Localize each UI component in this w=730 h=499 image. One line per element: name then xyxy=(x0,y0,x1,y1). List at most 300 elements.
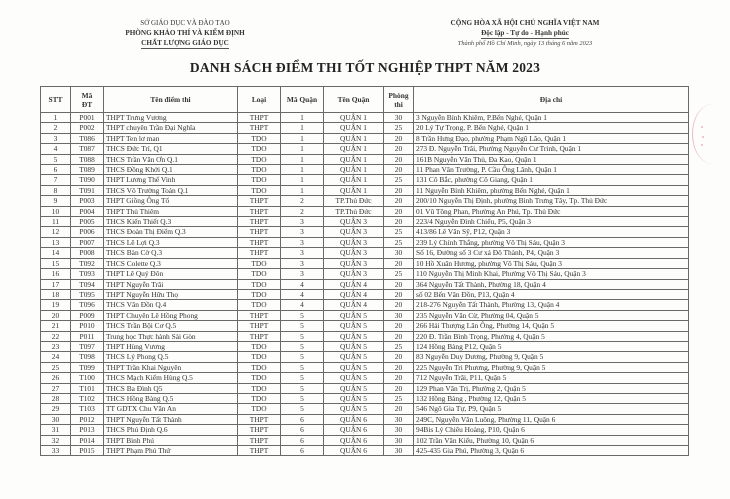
cell-phong-thi: 20 xyxy=(384,331,414,341)
cell-ten-diem-thi: THCS Đức Trí, Q1 xyxy=(104,144,238,154)
cell-stt: 11 xyxy=(41,217,71,227)
cell-loai: TDO xyxy=(238,362,281,372)
cell-ten-quan: QUẬN 5 xyxy=(324,383,384,393)
cell-ten-diem-thi: THPT Hùng Vương xyxy=(104,341,238,351)
cell-ten-quan: QUẬN 5 xyxy=(324,352,384,362)
table-row xyxy=(41,165,689,175)
cell-ten-quan: QUẬN 4 xyxy=(324,279,384,289)
cell-stt: 16 xyxy=(41,269,71,279)
cell-loai: THPT xyxy=(238,414,281,424)
cell-ma-quan: 5 xyxy=(281,393,324,403)
cell-loai: THPT xyxy=(238,227,281,237)
cell-ma-dt: T090 xyxy=(71,175,104,185)
cell-ma-dt: P008 xyxy=(71,248,104,258)
cell-stt: 33 xyxy=(41,446,71,456)
cell-ten-diem-thi: THPT Bình Phú xyxy=(104,435,238,445)
cell-loai: TDO xyxy=(238,144,281,154)
cell-ma-dt: T093 xyxy=(71,269,104,279)
cell-ten-diem-thi: THPT Thủ Thiêm xyxy=(104,206,238,216)
cell-stt: 22 xyxy=(41,331,71,341)
cell-ma-dt: P002 xyxy=(71,123,104,133)
cell-ten-diem-thi: THCS Lê Lợi Q.3 xyxy=(104,237,238,247)
cell-stt: 4 xyxy=(41,144,71,154)
cell-phong-thi: 30 xyxy=(384,310,414,320)
cell-ten-quan: QUẬN 6 xyxy=(324,414,384,424)
table-row xyxy=(41,373,689,383)
cell-stt: 7 xyxy=(41,175,71,185)
exam-sites-table xyxy=(40,86,689,456)
cell-ma-dt: P001 xyxy=(71,113,104,123)
cell-phong-thi: 20 xyxy=(384,154,414,164)
cell-ma-dt: T091 xyxy=(71,185,104,195)
cell-stt: 30 xyxy=(41,414,71,424)
table-row xyxy=(41,414,689,424)
cell-loai: THPT xyxy=(238,310,281,320)
cell-ten-diem-thi: THCS Vân Đồn Q.4 xyxy=(104,300,238,310)
cell-dia-chi: 235 Nguyễn Văn Cừ, Phường 04, Quận 5 xyxy=(414,310,689,320)
cell-dia-chi: 239 Lý Chính Thắng, phường Võ Thị Sáu, Quận 3 xyxy=(414,237,689,247)
cell-ten-diem-thi: THCS Võ Trường Toản Q.1 xyxy=(104,185,238,195)
cell-loai: THPT xyxy=(238,435,281,445)
cell-phong-thi: 30 xyxy=(384,113,414,123)
cell-stt: 3 xyxy=(41,133,71,143)
cell-dia-chi: 110 Nguyễn Thị Minh Khai, Phường Võ Thị Sáu, Quận 3 xyxy=(414,269,689,279)
cell-ten-diem-thi: Trung học Thực hành Sài Gòn xyxy=(104,331,238,341)
cell-phong-thi: 20 xyxy=(384,289,414,299)
cell-ma-dt: T100 xyxy=(71,373,104,383)
cell-stt: 23 xyxy=(41,341,71,351)
cell-ten-diem-thi: THCS Ba Đình Q5 xyxy=(104,383,238,393)
cell-stt: 19 xyxy=(41,300,71,310)
cell-dia-chi: 364 Nguyễn Tất Thành, Phường 18, Quận 4 xyxy=(414,279,689,289)
header-phong-thi-line1: Phòng xyxy=(388,90,409,100)
cell-ten-diem-thi: THPT Ten lơ man xyxy=(104,133,238,143)
cell-ma-quan: 3 xyxy=(281,217,324,227)
cell-loai: TDO xyxy=(238,175,281,185)
table-header-row xyxy=(41,87,689,113)
cell-ten-quan: QUẬN 6 xyxy=(324,435,384,445)
cell-phong-thi: 20 xyxy=(384,362,414,372)
cell-ten-quan: QUẬN 6 xyxy=(324,425,384,435)
cell-ma-quan: 5 xyxy=(281,341,324,351)
cell-ma-dt: T087 xyxy=(71,144,104,154)
cell-stt: 32 xyxy=(41,435,71,445)
cell-ten-quan: QUẬN 5 xyxy=(324,321,384,331)
cell-dia-chi: 161B Nguyễn Văn Thủ, Đa Kao, Quận 1 xyxy=(414,154,689,164)
table-row xyxy=(41,393,689,403)
department-name: SỞ GIÁO DỤC VÀ ĐÀO TẠO xyxy=(140,19,230,27)
cell-dia-chi: 132 Hồng Bàng , Phường 12, Quận 5 xyxy=(414,393,689,403)
table-row xyxy=(41,175,689,185)
cell-ma-dt: P012 xyxy=(71,414,104,424)
cell-ten-quan: QUẬN 4 xyxy=(324,300,384,310)
cell-ten-diem-thi: THCS Trần Văn Ơn Q.1 xyxy=(104,154,238,164)
cell-ma-dt: P015 xyxy=(71,446,104,456)
cell-loai: TDO xyxy=(238,279,281,289)
cell-ten-quan: QUẬN 5 xyxy=(324,373,384,383)
cell-ten-quan: QUẬN 1 xyxy=(324,154,384,164)
cell-dia-chi: 249C, Nguyễn Văn Luông, Phường 11, Quận 6 xyxy=(414,414,689,424)
cell-loai: TDO xyxy=(238,341,281,351)
cell-ma-quan: 1 xyxy=(281,154,324,164)
cell-ma-dt: P009 xyxy=(71,310,104,320)
stamp-mark xyxy=(701,144,703,146)
cell-ma-dt: P004 xyxy=(71,206,104,216)
cell-ten-quan: QUẬN 5 xyxy=(324,404,384,414)
cell-stt: 24 xyxy=(41,352,71,362)
cell-ten-diem-thi: THCS Mạch Kiếm Hùng Q.5 xyxy=(104,373,238,383)
cell-ten-quan: QUẬN 1 xyxy=(324,144,384,154)
cell-ma-quan: 5 xyxy=(281,331,324,341)
cell-ma-dt: T092 xyxy=(71,258,104,268)
cell-phong-thi: 20 xyxy=(384,165,414,175)
cell-ma-dt: T101 xyxy=(71,383,104,393)
header-phong-thi xyxy=(384,87,414,113)
cell-ma-quan: 5 xyxy=(281,321,324,331)
cell-ten-quan: TP.Thủ Đức xyxy=(324,206,384,216)
cell-dia-chi: 131 Cô Bắc, phường Cô Giang, Quận 1 xyxy=(414,175,689,185)
cell-ma-quan: 6 xyxy=(281,446,324,456)
cell-loai: THPT xyxy=(238,113,281,123)
cell-dia-chi: 8 Trần Hưng Đạo, phường Phạm Ngũ Lão, Quận 1 xyxy=(414,133,689,143)
cell-loai: TDO xyxy=(238,289,281,299)
cell-ten-quan: QUẬN 1 xyxy=(324,113,384,123)
cell-loai: TDO xyxy=(238,352,281,362)
cell-stt: 5 xyxy=(41,154,71,164)
cell-ma-dt: T097 xyxy=(71,341,104,351)
cell-ma-dt: P014 xyxy=(71,435,104,445)
cell-ten-diem-thi: TT GDTX Chu Văn An xyxy=(104,404,238,414)
cell-phong-thi: 30 xyxy=(384,414,414,424)
cell-ten-diem-thi: THPT Trưng Vương xyxy=(104,113,238,123)
cell-ma-dt: T086 xyxy=(71,133,104,143)
cell-ma-dt: T089 xyxy=(71,165,104,175)
cell-stt: 8 xyxy=(41,185,71,195)
cell-phong-thi: 20 xyxy=(384,352,414,362)
cell-dia-chi: 3 Nguyễn Bỉnh Khiêm, P.Bến Nghé, Quận 1 xyxy=(414,113,689,123)
cell-loai: THPT xyxy=(238,123,281,133)
table-row xyxy=(41,196,689,206)
cell-dia-chi: 425-435 Gia Phú, Phường 3, Quận 6 xyxy=(414,446,689,456)
national-header xyxy=(405,18,645,49)
cell-phong-thi: 20 xyxy=(384,206,414,216)
header-stt: STT xyxy=(41,87,71,113)
table-row xyxy=(41,383,689,393)
cell-ten-diem-thi: THPT Trần Khai Nguyên xyxy=(104,362,238,372)
cell-loai: THPT xyxy=(238,206,281,216)
cell-ten-diem-thi: THPT Nguyễn Trãi xyxy=(104,279,238,289)
table-row xyxy=(41,404,689,414)
cell-loai: THPT xyxy=(238,248,281,258)
red-stamp-fragment xyxy=(692,104,730,164)
cell-stt: 9 xyxy=(41,196,71,206)
cell-ma-quan: 5 xyxy=(281,383,324,393)
cell-ten-quan: QUẬN 4 xyxy=(324,289,384,299)
cell-loai: THPT xyxy=(238,237,281,247)
cell-phong-thi: 25 xyxy=(384,237,414,247)
cell-ten-diem-thi: THPT Lê Quý Đôn xyxy=(104,269,238,279)
cell-stt: 17 xyxy=(41,279,71,289)
cell-ma-quan: 3 xyxy=(281,248,324,258)
header-ten-diem-thi: Tên điểm thi xyxy=(104,87,238,113)
cell-dia-chi: 11 Phan Văn Trường, P. Cầu Ông Lãnh, Quận 1 xyxy=(414,165,689,175)
national-motto: Độc lập - Tự do - Hạnh phúc xyxy=(481,29,569,37)
cell-phong-thi: 20 xyxy=(384,144,414,154)
table-row xyxy=(41,144,689,154)
cell-phong-thi: 25 xyxy=(384,227,414,237)
cell-ma-quan: 5 xyxy=(281,362,324,372)
cell-dia-chi: 200/10 Nguyễn Thị Định, phường Bình Trưng Tây, Tp. Thủ Đức xyxy=(414,196,689,206)
header-ma-dt-line2: ĐT xyxy=(81,99,93,109)
cell-ma-quan: 3 xyxy=(281,258,324,268)
cell-phong-thi: 20 xyxy=(384,383,414,393)
cell-ma-dt: T095 xyxy=(71,289,104,299)
cell-loai: TDO xyxy=(238,404,281,414)
cell-phong-thi: 20 xyxy=(384,321,414,331)
cell-ma-dt: T103 xyxy=(71,404,104,414)
header-loai: Loại xyxy=(238,87,281,113)
cell-stt: 6 xyxy=(41,165,71,175)
cell-ma-quan: 2 xyxy=(281,196,324,206)
cell-stt: 29 xyxy=(41,404,71,414)
cell-ten-quan: QUẬN 3 xyxy=(324,248,384,258)
cell-stt: 28 xyxy=(41,393,71,403)
cell-dia-chi: 218-276 Nguyễn Tất Thành, Phường 13, Quận 4 xyxy=(414,300,689,310)
table-row xyxy=(41,289,689,299)
cell-ten-diem-thi: THPT Chuyên Lê Hồng Phong xyxy=(104,310,238,320)
cell-ten-quan: QUẬN 1 xyxy=(324,133,384,143)
office-name-cont: CHẤT LƯỢNG GIÁO DỤC xyxy=(141,39,229,47)
cell-stt: 15 xyxy=(41,258,71,268)
cell-ten-diem-thi: THPT Nguyễn Hữu Thọ xyxy=(104,289,238,299)
table-row xyxy=(41,425,689,435)
cell-loai: TDO xyxy=(238,383,281,393)
table-row xyxy=(41,258,689,268)
cell-ma-quan: 6 xyxy=(281,414,324,424)
cell-ma-dt: P006 xyxy=(71,227,104,237)
cell-ten-quan: QUẬN 1 xyxy=(324,123,384,133)
cell-ma-dt: T094 xyxy=(71,279,104,289)
cell-loai: THPT xyxy=(238,217,281,227)
cell-ma-dt: P011 xyxy=(71,331,104,341)
cell-ten-quan: QUẬN 5 xyxy=(324,393,384,403)
cell-stt: 26 xyxy=(41,373,71,383)
issue-date: Thành phố Hồ Chí Minh, ngày 13 tháng 6 năm 2023 xyxy=(457,40,593,47)
table-row xyxy=(41,123,689,133)
table-body xyxy=(41,113,689,456)
cell-ma-dt: T096 xyxy=(71,300,104,310)
cell-phong-thi: 20 xyxy=(384,133,414,143)
cell-ma-quan: 3 xyxy=(281,227,324,237)
cell-stt: 13 xyxy=(41,237,71,247)
header-dia-chi: Địa chỉ xyxy=(414,87,689,113)
cell-ma-quan: 5 xyxy=(281,352,324,362)
cell-ten-quan: QUẬN 3 xyxy=(324,217,384,227)
table-row xyxy=(41,206,689,216)
cell-dia-chi: 94Bis Lý Chiêu Hoàng, P10, Quận 6 xyxy=(414,425,689,435)
cell-dia-chi: số 02 Bến Vân Đồn, P13, Quận 4 xyxy=(414,289,689,299)
cell-loai: THPT xyxy=(238,331,281,341)
cell-ma-quan: 3 xyxy=(281,269,324,279)
cell-phong-thi: 25 xyxy=(384,341,414,351)
cell-phong-thi: 20 xyxy=(384,300,414,310)
cell-ma-dt: P003 xyxy=(71,196,104,206)
cell-ten-quan: QUẬN 3 xyxy=(324,269,384,279)
cell-ten-diem-thi: THPT Phạm Phú Thứ xyxy=(104,446,238,456)
cell-phong-thi: 20 xyxy=(384,373,414,383)
cell-loai: TDO xyxy=(238,165,281,175)
cell-loai: TDO xyxy=(238,373,281,383)
table-row xyxy=(41,331,689,341)
cell-ten-diem-thi: THCS Kiến Thiết Q.3 xyxy=(104,217,238,227)
cell-loai: TDO xyxy=(238,269,281,279)
cell-ma-dt: T088 xyxy=(71,154,104,164)
table-row xyxy=(41,217,689,227)
cell-dia-chi: 220 Đ. Trần Bình Trọng, Phường 4, Quận 5 xyxy=(414,331,689,341)
cell-dia-chi: 223/4 Nguyễn Đình Chiểu, P5, Quận 3 xyxy=(414,217,689,227)
table-row xyxy=(41,310,689,320)
cell-loai: THPT xyxy=(238,425,281,435)
cell-ten-quan: QUẬN 1 xyxy=(324,185,384,195)
cell-ma-quan: 4 xyxy=(281,300,324,310)
cell-phong-thi: 30 xyxy=(384,425,414,435)
issuer-header xyxy=(95,18,275,49)
cell-ma-quan: 1 xyxy=(281,165,324,175)
cell-dia-chi: 273 Đ. Nguyễn Trãi, Phường Nguyễn Cư Trinh, Quận 1 xyxy=(414,144,689,154)
cell-dia-chi: 11 Nguyễn Bỉnh Khiêm, phường Bến Nghé, Quận 1 xyxy=(414,185,689,195)
table-row xyxy=(41,435,689,445)
header-ten-quan: Tên Quận xyxy=(324,87,384,113)
cell-ten-diem-thi: THCS Phú Định Q.6 xyxy=(104,425,238,435)
stamp-mark xyxy=(701,126,703,128)
cell-ma-quan: 5 xyxy=(281,310,324,320)
cell-ten-diem-thi: THCS Bàn Cờ Q.3 xyxy=(104,248,238,258)
cell-ma-quan: 6 xyxy=(281,435,324,445)
cell-phong-thi: 20 xyxy=(384,217,414,227)
cell-ma-quan: 3 xyxy=(281,237,324,247)
table-row xyxy=(41,352,689,362)
cell-phong-thi: 20 xyxy=(384,185,414,195)
cell-ten-quan: QUẬN 3 xyxy=(324,227,384,237)
cell-loai: TDO xyxy=(238,154,281,164)
cell-loai: TDO xyxy=(238,393,281,403)
cell-loai: TDO xyxy=(238,185,281,195)
cell-ten-diem-thi: THCS Đồng Khởi Q.1 xyxy=(104,165,238,175)
cell-stt: 1 xyxy=(41,113,71,123)
cell-stt: 31 xyxy=(41,425,71,435)
cell-ten-diem-thi: THPT Nguyễn Tất Thành xyxy=(104,414,238,424)
office-name: PHÒNG KHẢO THÍ VÀ KIỂM ĐỊNH xyxy=(125,29,245,37)
cell-dia-chi: 129 Phan Văn Trị, Phường 2, Quận 5 xyxy=(414,383,689,393)
table-row xyxy=(41,279,689,289)
cell-ma-quan: 1 xyxy=(281,175,324,185)
cell-phong-thi: 20 xyxy=(384,258,414,268)
table-row xyxy=(41,227,689,237)
cell-loai: TDO xyxy=(238,300,281,310)
header-ma-dt-line1: Mã xyxy=(81,90,93,100)
cell-phong-thi: 25 xyxy=(384,393,414,403)
cell-ma-dt: T102 xyxy=(71,393,104,403)
cell-loai: TDO xyxy=(238,258,281,268)
cell-ten-diem-thi: THCS Hồng Bàng Q.5 xyxy=(104,393,238,403)
cell-ten-quan: QUẬN 5 xyxy=(324,331,384,341)
cell-ten-quan: QUẬN 5 xyxy=(324,310,384,320)
cell-dia-chi: 712 Nguyễn Trãi, P11, Quận 5 xyxy=(414,373,689,383)
cell-dia-chi: 102 Trần Văn Kiểu, Phường 10, Quận 6 xyxy=(414,435,689,445)
cell-ma-quan: 1 xyxy=(281,123,324,133)
cell-loai: TDO xyxy=(238,133,281,143)
cell-dia-chi: 124 Hồng Bàng P12, Quận 5 xyxy=(414,341,689,351)
cell-dia-chi: 10 Hồ Xuân Hương, phường Võ Thị Sáu, Quận 3 xyxy=(414,258,689,268)
cell-stt: 27 xyxy=(41,383,71,393)
header-phong-thi-line2: thi xyxy=(394,99,403,109)
cell-phong-thi: 25 xyxy=(384,175,414,185)
table-row xyxy=(41,248,689,258)
cell-phong-thi: 30 xyxy=(384,446,414,456)
cell-ten-quan: QUẬN 6 xyxy=(324,446,384,456)
cell-ma-dt: P007 xyxy=(71,237,104,247)
table-row xyxy=(41,154,689,164)
table-row xyxy=(41,185,689,195)
cell-stt: 14 xyxy=(41,248,71,258)
cell-ten-diem-thi: THCS Đoàn Thị Điểm Q.3 xyxy=(104,227,238,237)
cell-ma-quan: 1 xyxy=(281,144,324,154)
cell-ma-dt: P005 xyxy=(71,217,104,227)
cell-stt: 25 xyxy=(41,362,71,372)
cell-phong-thi: 25 xyxy=(384,269,414,279)
cell-ma-quan: 6 xyxy=(281,425,324,435)
cell-ten-diem-thi: THCS Colette Q.3 xyxy=(104,258,238,268)
cell-ten-quan: QUẬN 1 xyxy=(324,175,384,185)
cell-stt: 20 xyxy=(41,310,71,320)
cell-dia-chi: 20 Lý Tự Trọng, P. Bến Nghé, Quận 1 xyxy=(414,123,689,133)
table-row xyxy=(41,362,689,372)
cell-ma-quan: 1 xyxy=(281,113,324,123)
header-ma-dt xyxy=(71,87,104,113)
cell-ten-quan: QUẬN 5 xyxy=(324,362,384,372)
cell-ma-dt: P010 xyxy=(71,321,104,331)
cell-phong-thi: 30 xyxy=(384,248,414,258)
cell-ma-quan: 4 xyxy=(281,279,324,289)
header-ma-quan: Mã Quận xyxy=(281,87,324,113)
cell-ma-dt: T098 xyxy=(71,352,104,362)
cell-stt: 12 xyxy=(41,227,71,237)
cell-loai: THPT xyxy=(238,446,281,456)
table-row xyxy=(41,446,689,456)
table-row xyxy=(41,321,689,331)
stamp-mark xyxy=(702,136,704,138)
cell-ten-diem-thi: THPT Lương Thế Vinh xyxy=(104,175,238,185)
cell-ma-dt: P013 xyxy=(71,425,104,435)
cell-ten-diem-thi: THCS Lý Phong Q.5 xyxy=(104,352,238,362)
cell-dia-chi: 01 Vũ Tông Phan, Phường An Phú, Tp. Thủ Đức xyxy=(414,206,689,216)
cell-ten-diem-thi: THPT chuyên Trần Đại Nghĩa xyxy=(104,123,238,133)
cell-dia-chi: 83 Nguyễn Duy Dương, Phường 9, Quận 5 xyxy=(414,352,689,362)
cell-ten-quan: QUẬN 5 xyxy=(324,341,384,351)
cell-stt: 18 xyxy=(41,289,71,299)
table-row xyxy=(41,269,689,279)
cell-ma-quan: 1 xyxy=(281,133,324,143)
cell-ten-diem-thi: THPT Giồng Ông Tố xyxy=(104,196,238,206)
cell-dia-chi: 413/86 Lê Văn Sỹ, P12, Quận 3 xyxy=(414,227,689,237)
cell-phong-thi: 30 xyxy=(384,435,414,445)
document-title: DANH SÁCH ĐIỂM THI TỐT NGHIỆP THPT NĂM 2023 xyxy=(189,60,541,75)
cell-dia-chi: 546 Ngô Gia Tự, P9, Quận 5 xyxy=(414,404,689,414)
cell-ma-quan: 1 xyxy=(281,185,324,195)
cell-loai: THPT xyxy=(238,196,281,206)
cell-ma-quan: 2 xyxy=(281,206,324,216)
cell-ma-quan: 4 xyxy=(281,289,324,299)
